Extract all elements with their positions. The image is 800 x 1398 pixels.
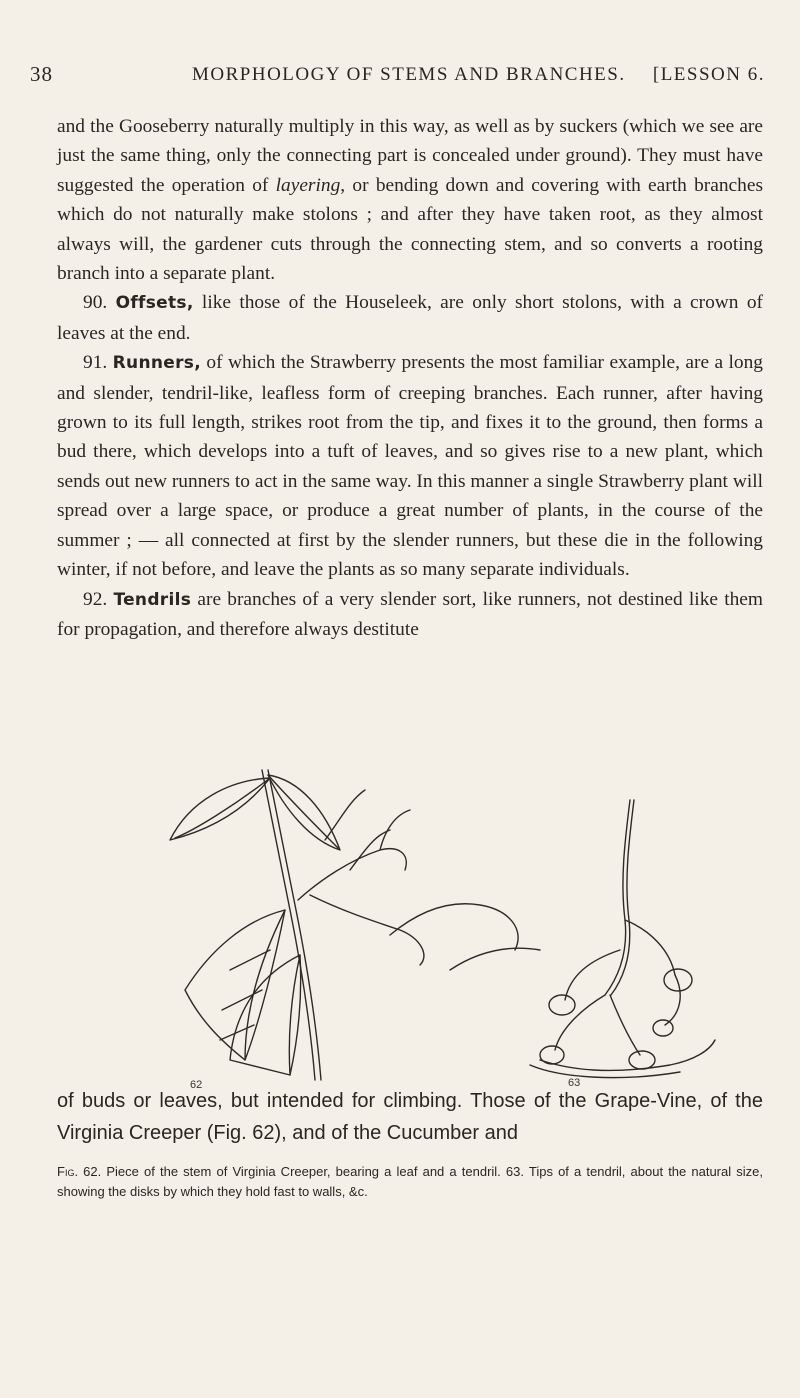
paragraph-offsets: 90. Offsets, like those of the Houseleek, are only short stolons, with a crown of leaves at the end. <box>57 292 763 344</box>
term-layering: layering <box>275 174 341 196</box>
section-number: 90. <box>83 292 108 314</box>
body-text <box>57 112 763 644</box>
page-number: 38 <box>30 62 53 86</box>
paragraph-runners: 91. Runners, of which the Strawberry presents the most familiar example, are a long and slender, tendril-like, leafless form of creeping branches. Each runner, after having grown to its full length, strikes root from the tip, and fixes it to the ground, then forms a bud there, which develops into a tuft of leaves, and so gives rise to a new plant, which sends out new runners to act in the same way. In this manner a single Strawberry plant will spread over a large space, or produce a great number of plants, in the course of the summer ; — all connected at first by the slender runners, but these die in the following winter, if not before, and leave the plants as so many separate individuals. <box>57 352 763 581</box>
figure-62-label: 62 <box>190 1079 203 1090</box>
paragraph-tendrils: 92. Tendrils are branches of a very slender sort, like runners, not destined like them for propagation, and therefore always destitute <box>57 588 763 640</box>
running-title: MORPHOLOGY OF STEMS AND BRANCHES. <box>192 64 626 85</box>
section-number: 92. <box>83 588 108 610</box>
paragraph-layering: and the Gooseberry naturally multiply in this way, as well as by suckers (which we see are just the same thing, only the connecting part is concealed under ground). They must have suggested the operation of layering, or bending down and covering with earth branches which do not naturally make stolons ; and after they have taken root, as they almost always will, the gardener cuts through the connecting stem, and so converts a rooting branch into a separate plant. <box>57 116 763 285</box>
continued-text <box>57 1085 763 1149</box>
adhesive-disk <box>653 1020 673 1036</box>
section-number: 91. <box>83 352 108 374</box>
figure-illustration <box>150 760 750 1090</box>
creeper-leaflet <box>185 910 285 1060</box>
creeper-tendril <box>298 849 406 900</box>
adhesive-disk <box>549 995 575 1015</box>
caption-text: Piece of the stem of Virginia Creeper, bearing a leaf and a tendril. 63. Tips of a tendril, about the natural size, showing the disks by which they hold fast to walls, &c. <box>57 1164 763 1199</box>
paragraph-continued: of buds or leaves, but intended for climbing. Those of the Grape-Vine, of the Virginia Creeper (Fig. 62), and of the Cucumber and <box>57 1090 763 1144</box>
figure-caption <box>57 1162 763 1202</box>
adhesive-disk <box>664 969 692 991</box>
lesson-marker: [LESSON 6. <box>652 64 765 85</box>
adhesive-disk <box>629 1051 655 1069</box>
caption-label: Fig. 62. <box>57 1164 102 1179</box>
figure-63-label: 63 <box>568 1077 581 1089</box>
running-header <box>30 62 770 102</box>
term-runners: Runners, <box>112 353 201 374</box>
virginia-creeper-engraving <box>150 760 750 1090</box>
term-tendrils: Tendrils <box>113 589 192 610</box>
creeper-leaflet <box>170 778 270 840</box>
term-offsets: Offsets, <box>115 293 194 314</box>
